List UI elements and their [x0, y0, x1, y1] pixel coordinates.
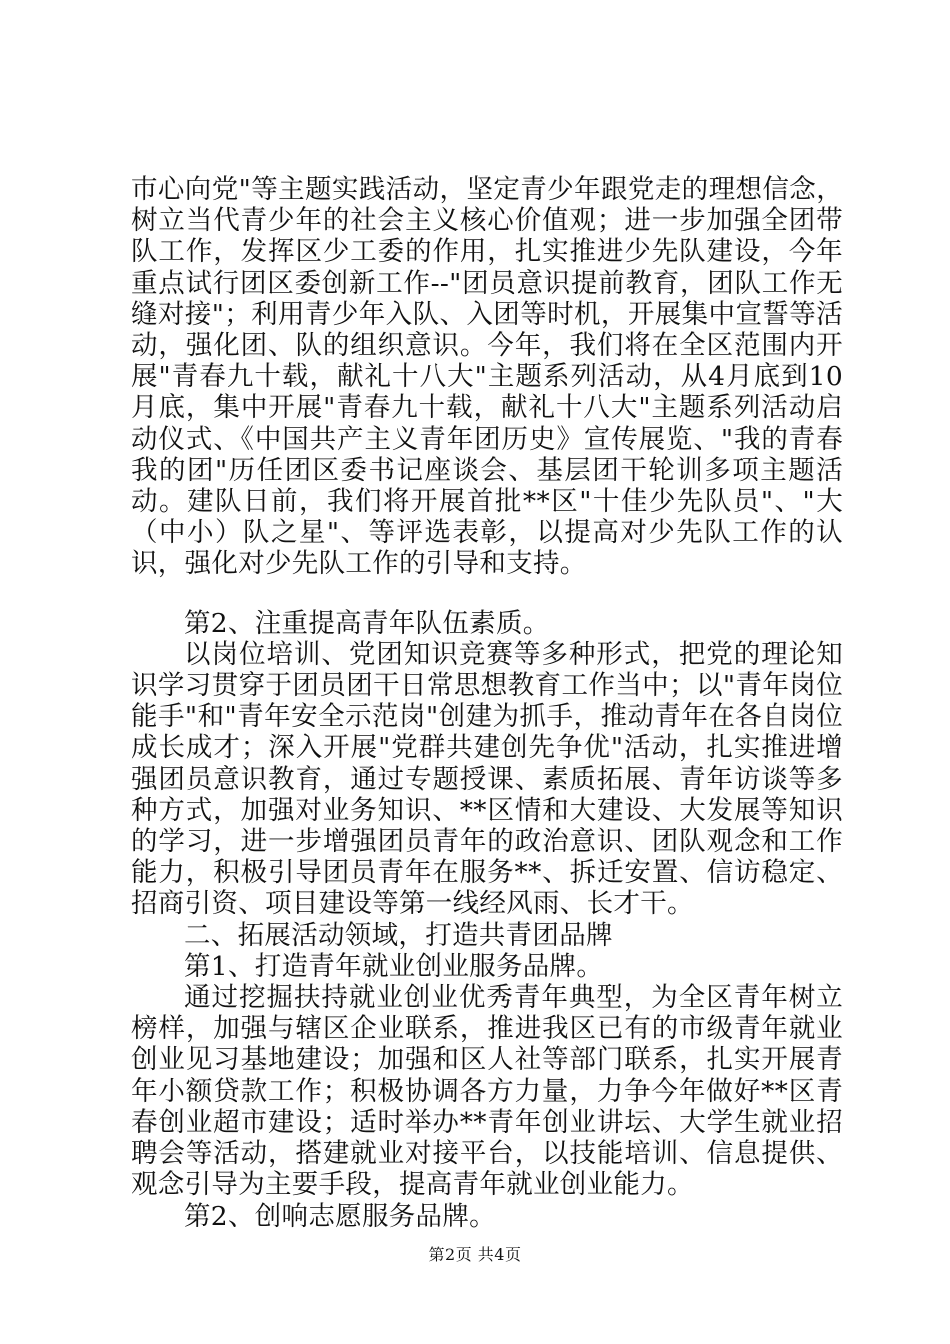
paragraph-team-quality: 以岗位培训、党团知识竞赛等多种形式，把党的理论知识学习贯穿于团员团干日常思想教育工作当中；以"青年岗位能手"和"青年安全示范岗"创建为抓手，推动青年在各自岗位成长成才；深入开展"党群共建创先争优"活动，扎实推进增强团员意识教育，通过专题授课、素质拓展、青年访谈等多种方式，加强对业务知识、**区情和大建设、大发展等知识的学习，进一步增强团员青年的政治意识、团队观念和工作能力，积极引导团员青年在服务**、拆迁安置、信访稳定、招商引资、项目建设等第一线经风雨、长才干。 [131, 638, 843, 920]
document-body [131, 174, 843, 1232]
section-heading-volunteer: 第2、创响志愿服务品牌。 [184, 1200, 496, 1232]
section-heading-1: 第1、打造青年就业创业服务品牌。 [184, 950, 604, 982]
page-number-footer: 第2页 共4页 [428, 1245, 522, 1264]
section-heading-main-2: 二、拓展活动领域，打造共青团品牌 [184, 919, 613, 951]
section-heading-2: 第2、注重提高青年队伍素质。 [184, 607, 550, 639]
paragraph-employment-brand: 通过挖掘扶持就业创业优秀青年典型，为全区青年树立榜样，加强与辖区企业联系，推进我区已有的市级青年就业创业见习基地建设；加强和区人社等部门联系，扎实开展青年小额贷款工作；积极协调各方力量，力争今年做好**区青春创业超市建设；适时举办**青年创业讲坛、大学生就业招聘会等活动，搭建就业对接平台，以技能培训、信息提供、观念引导为主要手段，提高青年就业创业能力。 [131, 982, 843, 1201]
paragraph-continuation: 巿心向党"等主题实践活动，坚定青少年跟党走的理想信念，树立当代青少年的社会主义核心价值观；进一步加强全团带队工作，发挥区少工委的作用，扎实推进少先队建设，今年重点试行团区委创新工作--"团员意识提前教育，团队工作无缝对接"；利用青少年入队、入团等时机，开展集中宣誓等活动，强化团、队的组织意识。今年，我们将在全区范围内开展"青春九十载，献礼十八大"主题系列活动，从4月底到10月底，集中开展"青春九十载，献礼十八大"主题系列活动启动仪式、《中国共产主义青年团历史》宣传展览、"我的青春我的团"历任团区委书记座谈会、基层团干轮训多项主题活动。建队日前，我们将开展首批**区"十佳少先队员"、"大（中小）队之星"、等评选表彰，以提高对少先队工作的认识，强化对少先队工作的引导和支持。 [131, 174, 843, 580]
